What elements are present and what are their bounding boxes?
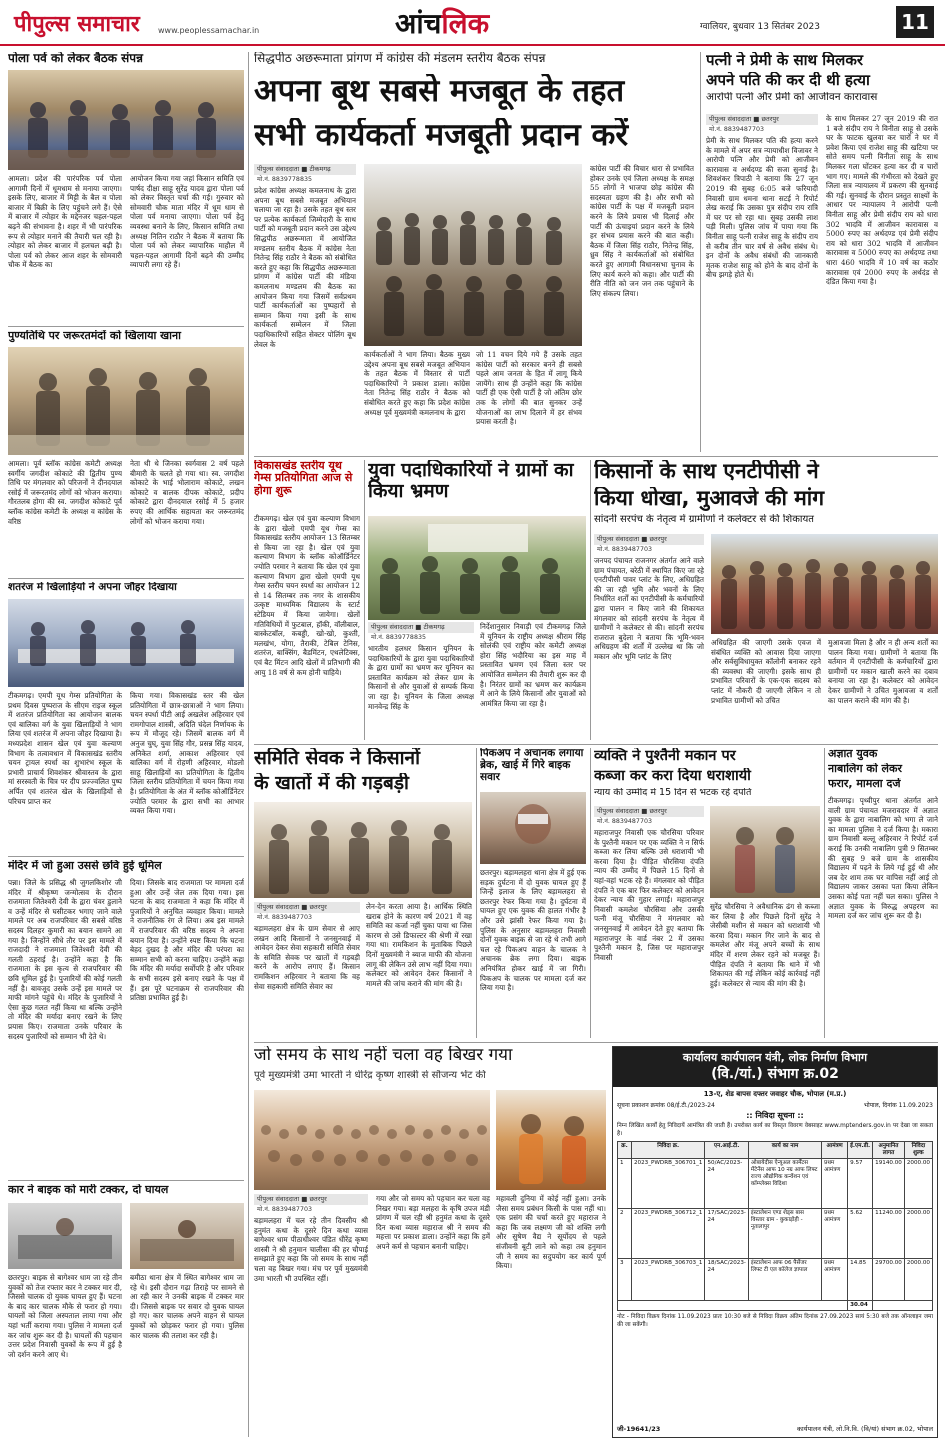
section-divider: [8, 856, 244, 857]
punyatithi-story: [8, 330, 244, 575]
pola-text-col-2: आयोजन किया गया जहां किसान समिति एवं पार्षद दीक्षा साहू सुरेंद्र यादव द्वारा पोला पर्व को लेकर विस्तृत चर्चा की गई। गुरुवार को सोमवारी चौक माता मंदिर में धूम धाम से पोला पर्व मनाया जाएगा। पोला पर्व हेतु व्यवस्था बनाने के लिए, किसान समिति तथा अध्यक्ष नितिन राठौर ने बैठक में बताया कि पोला पर्व को लेकर व्यापारिक माहौल में चहल-पहल आगामी दिनों बढ़ने की उम्मीद व्यापारी लगा रहे हैं।: [130, 174, 244, 270]
tender-cell: 2023_PWDRB_306703_1: [632, 1259, 705, 1301]
chess-photo-figures: [8, 599, 244, 687]
lead-kicker: सिद्धपीठ अछरूमाता प्रांगण में कांग्रेस की मंडलम स्तरीय बैठक संपन्न: [254, 52, 546, 65]
tender-cell: 2000.00: [904, 1209, 932, 1259]
punyatithi-photo-figures: [8, 347, 244, 455]
car-text-col-1: छतरपुर। बाइक से बागेश्वर धाम जा रहे तीन युवकों को तेज रफ्तार कार ने टक्कर मार दी, जिससे चालक दो युवक घायल हुए हैं। घटना के बाद कार चालक मौके से फरार हो गया। घायलों को जिला अस्पताल लाया गया और यहां भर्ती कराया गया। पुलिस ने मामला दर्ज कर जांच शुरू कर दी है। घायलों की पहचान उत्तर प्रदेश निवासी युवकों के रूप में हुई है जो दर्शन करने आए थे।: [8, 1273, 122, 1359]
pickup-text: छतरपुर। बड़ामलहरा थाना क्षेत्र में हुई एक सड़क दुर्घटना में दो युवक घायल हुए हैं जिन्हें इलाज के लिए बड़ामलहरा से छतरपुर रेफर किया गया है। दुर्घटना में घायल हुए एक युवक की हालत गंभीर है और उसे झांसी रेफर किया गया है। पुलिस के अनुसार बड़ामलहरा निवासी दोनों युवक बाइक से जा रहे थे तभी आगे चल रहे पिकअप वाहन के चालक ने अचानक ब्रेक लगा दिया। बाइक अनियंत्रित होकर खाई में जा गिरी। पिकअप के चालक पर मामला दर्ज कर लिया गया है।: [480, 868, 586, 993]
tender-title-line-1: कार्यालय कार्यपालन यंत्री, लोक निर्माण विभाग: [682, 1051, 868, 1064]
car-photo-2: [130, 1203, 244, 1269]
car-photo-2-figure: [130, 1203, 244, 1269]
house-story: [594, 748, 820, 1038]
time-text-col-1: बड़ामलहरा में चल रहे तीन दिवसीय श्री हनुमंत कथा के दूसरे दिन कथा व्यास बागेश्वर धाम पीठाधीश्वर पंडित धीरेंद्र कृष्ण शास्त्री ने श्री हनुमान चालीसा की हर चौपाई समझाते हुए कहा कि जो समय के साथ नहीं चला वह बिखर गया। मंच पर पूर्व मुख्यमंत्री उमा भारती भी उपस्थित रहीं।: [254, 1216, 368, 1283]
youth-tour-headline: युवा पदाधिकारियों ने ग्रामों का किया भ्रमण: [368, 460, 574, 503]
time-subheadline: पूर्व मुख्यमंत्री उमा भारती ने धीरेंद्र कृष्ण शास्त्री से सौजन्य भेंट की: [254, 1070, 486, 1081]
lead-photo-crowd: [364, 164, 582, 346]
lead-story: [254, 52, 694, 452]
ntpc-photo-crowd: [711, 534, 938, 634]
house-headline-line-1: व्यक्ति ने पुश्तैनी मकान पर: [594, 748, 736, 764]
tender-cell: प्रथम आमंत्रण: [822, 1209, 848, 1259]
car-photo-1-figure: [8, 1203, 122, 1269]
tender-cell: 14.85: [848, 1259, 873, 1301]
tender-cell: 3: [618, 1259, 632, 1301]
tender-col-header: ई.एम.डी.: [848, 1142, 873, 1159]
lead-byline-block: [254, 164, 356, 184]
tender-cell: इंस्टालेशन आफ 06 पैसेंजर लिफ्ट टी एल कॉलेज ज्ञापाल: [748, 1259, 821, 1301]
samiti-photo: [254, 802, 472, 898]
time-byline: पीपुल्स संवाददाता ■ छतरपुर: [254, 1194, 368, 1205]
tender-cell: 5.62: [848, 1209, 873, 1259]
section-title-suffix: लिक: [441, 7, 490, 40]
column-rule: [590, 748, 591, 1038]
house-headline-line-2: कब्जा कर करा दिया धराशायी: [594, 768, 751, 784]
tender-total-blank: [873, 1301, 933, 1311]
pola-text-col-1: आमला। प्रदेश की पारंपरिक पर्व पोला आगामी दिनों में धूमधाम से मनाया जाएगा। इसके लिए, बाजार में मिट्टी के बैल व पोला बाजार में बिक्री के लिए पहुंचने लगे हैं। ऐसे में बाजार में त्योहार के मद्देनजर चहल-पहल बढ़ने की संभावना है। शहर में भी पारंपरिक रूप से त्योहार मनाने की तैयारी चल रही है। त्योहार को लेकर बाजार में हलचल बढ़ी है। पोला पर्व को लेकर आज शहर के सोमवारी चौक में बैठक का: [8, 174, 122, 270]
ntpc-byline: पीपुल्स संवाददाता ■ छतरपुर: [594, 534, 704, 545]
time-photo-stage: [496, 1090, 606, 1190]
section-title: [395, 4, 489, 42]
lead-headline-line-2: सभी कार्यकर्ता मजबूती प्रदान करें: [254, 118, 629, 153]
youth-tour-byline: पीपुल्स संवाददाता ■ टीकमगढ़: [368, 622, 474, 633]
chess-text-col-1: टीकमगढ़। एमपी यूथ गेम्स प्रतियोगिता के प्रथम दिवस पुष्पराज के सीएम राइज स्कूल में शतरंज प्रतियोगिता का आयोजन बालक एवं बालिका वर्ग के युवा खिलाड़ियों ने भाग लिया एवं शतरंज में अपना जौहर दिखाया है। मध्यप्रदेश शासन खेल एवं युवा कल्याण विभाग के तत्वावधान में विकासखंड स्तरीय चयन ट्रायल स्पर्धा का शुभारंभ स्कूल के प्रभारी प्राचार्य शिवशंकर श्रीवास्तव के द्वारा मां सरस्वती के चित्र पर दीप प्रज्ज्वलित पुष्प अर्पित एवं शतरंज खेल के खिलाड़ियों से परिचय प्राप्त कर: [8, 691, 122, 806]
wife-text-col-1: प्रेमी के साथ मिलकर पति की हत्या करने के मामले में अपर सत्र न्यायाधीश विजावर ने आरोपी पत्नि और प्रेमी को आजीवन कारावास व अर्थदण्ड की सजा सुनाई है। शिवशंकर त्रिपाठी ने बताया कि 27 जून 2019 की सुबह 6:05 बजे फरियादी निवासी ग्राम धमना थाना सटई ने रिपोर्ट लेख कराई कि उसका पुत्र संदीप राय रात्रि में घर पर सो रहा था। सुबह उसकी लाश पड़ी मिली। पुलिस जांच में पाया गया कि विनीता साहू पत्नी राजेश साहू के संदीप राय से करीब तीन चार वर्ष से अवैध संबंध थे। इन दोनों के अवैध संबंधों की जानकारी मृतक राजेश साहू को होने के बाद दोनों के बीच झगड़े होते थे।: [706, 136, 818, 280]
punyatithi-photo: [8, 347, 244, 455]
tender-cell: 29700.00: [873, 1259, 905, 1301]
youth-games-text: टीकमगढ़। खेल एवं युवा कल्याण विभाग के द्वारा खेलो एमपी यूथ गेम्स का विकासखंड स्तरीय आयोजन 13 सितम्बर से किया जा रहा है। खेल एवं युवा कल्याण विभाग के ब्लॉक कोऑर्डिनेटर ज्योति परमार ने बताया कि खेल एवं युवा कल्याण विभाग द्वारा खेलो एमपी यूथ गेम्स स्तरीय चयन स्पर्धा का आयोजन 12 से 14 सितम्बर तक नगर के शासकीय उत्कृष्ट माध्यमिक विद्यालय के स्टार्ट स्टेडियम में किया जायेगा। खेलों गतिविधियों में फुटबाल, हॉकी, वॉलीबाल, बास्केटबॉल, कबड्डी, खो-खो, कुश्ती, मलखंभ, योगा, तैराकी, टेबिल टेनिस, शतरंज, बाक्सिंग, बैडमिंटन, एथलेटिक्स, एवं बैट मिंटन आदि खेलों में प्रतिभागी की आयु 18 वर्ष से कम होनी चाहिये।: [254, 514, 360, 677]
youth-games-headline: विकासखंड स्तरीय यूथ गेम्स प्रतियोगिता आज से होगा शुरू: [254, 460, 353, 497]
time-text-col-3: महावली दुनिया में कोई नहीं हुआ। उनके जैसा समय प्रबंधन किसी के पास नहीं था। एक प्रसंग की चर्चा करते हुए महाराज ने कहा कि जब लक्ष्मण जी को शक्ति लगी और सुषेण वैद्य ने सूर्योदय से पहले संजीवनी बूटी लाने को कहा तब हनुमान जी ने समय का सदुपयोग कर कार्य पूर्ण किया।: [496, 1194, 606, 1271]
youth-tour-text-col-1: भारतीय हलधर किसान यूनियन के पदाधिकारियों के द्वारा युवा पदाधिकारियों के द्वारा ग्रामों का भ्रमण कर यूनियन का प्रस्तावित कार्यक्रम को लेकर ग्राम के किसानों से और युवाओं से सम्पर्क किया जा रहा है। यूनियन के जिला अध्यक्ष मानवेन्द्र सिंह के: [368, 644, 474, 711]
samiti-mobile: मो.नं. 8839487703: [257, 914, 312, 921]
time-text-col-2: गया और जो समय को पहचान कर चला वह निखर गया। बड़ा मलहरा के कृषि उपज मंडी प्रांगण में चल रही श्री हनुमंत कथा के दूसरे दिन कथा व्यास महाराज श्री ने समय की महत्ता पर प्रकाश डाला। उन्होंने कहा कि हमें अपने कर्म से पहचान बनानी चाहिए।: [376, 1194, 490, 1251]
car-headline: कार ने बाइक को मारी टक्कर, दो घायल: [8, 1184, 169, 1196]
ntpc-headline-line-2: किया धोखा, मुआवजे की मांग: [594, 487, 825, 510]
tender-date: भोपाल, दिनांक 11.09.2023: [863, 1102, 933, 1109]
ntpc-text-col-3: मुआवजा मिला है और न ही अन्य शर्तों का पालन किया गया। ग्रामीणों ने बताया कि वर्तमान में एनटीपीसी के कर्मचारियों द्वारा ग्रामीणों पर मकान खाली करने का दबाव बनाया जा रहा है। कलेक्टर को आवेदन देकर ग्रामीणों ने उचित मुआवजा व शर्तों का पालन कराने की मांग की है।: [828, 638, 938, 705]
column-rule: [476, 748, 477, 1038]
tender-col-header: क्र.: [618, 1142, 632, 1159]
chess-story: [8, 582, 244, 852]
pola-photo: [8, 70, 244, 170]
youth-tour-photo-figures: [368, 516, 586, 620]
tender-table-header-row: [618, 1142, 933, 1159]
youth-tour-mobile: मो.नं. 8839778835: [371, 634, 426, 641]
tender-title-block: [613, 1047, 937, 1087]
pickup-story: [480, 748, 586, 1038]
section-divider: [254, 744, 938, 745]
lead-mobile: मो.नं. 8839778835: [257, 176, 312, 183]
house-photo-figures: [710, 806, 820, 898]
temple-text-col-1: पन्ना। जिले के प्रसिद्ध श्री जुगलकिशोर जी मंदिर में श्रीकृष्ण जन्मोत्सव के दौरान राजमाता जितेश्वरी देवी के द्वारा चंवर डुलाने व उन्हें मंदिर से घसीटकर भगाए जाने वाले मामले पर अब राजपरिवार की सबसे वरिष्ठ सदस्य दिलहर कुमारी का बयान सामने आ गया है। जिन्होंने सीधे तौर पर इस मामले में राजदादी ने राजमाता जितेश्वरी देवी की गलती ठहराई है। उन्होंने कहा है कि राजमाता के इस कृत्य से राजपरिवार की छवि धूमिल हुई है। पुजारियों की कोई गलती नहीं है। बावजूद उसके उन्हें इस मामले पर माफी मांगने पहुंचे थे। मंदिर के पुजारियों ने ऐसा कुछ गलत नहीं किया था बल्कि उन्होंने तो मंदिर की मर्यादा बनाए रखने के लिए प्रयास किए। राजमाता उनके परिवार के सदस्य पुजारियों को सम्मान भी देते थे।: [8, 878, 122, 1041]
ntpc-headline-line-1: किसानों के साथ एनटीपीसी ने: [594, 460, 819, 483]
page-number: 11: [896, 6, 934, 38]
column-rule: [248, 52, 249, 1437]
tender-col-header: आमंत्रण: [822, 1142, 848, 1159]
brand-logo: पीपुल्स समाचार: [14, 12, 140, 37]
wife-byline-block: [706, 114, 818, 134]
tender-notice: [612, 1046, 938, 1438]
ntpc-mobile: मो.नं. 8839487703: [597, 546, 652, 553]
tender-cell: 11240.00: [873, 1209, 905, 1259]
youth-tour-story: [368, 460, 586, 740]
tender-cell: प्रथम आमंत्रण: [822, 1159, 848, 1209]
tender-cell: 2023_PWDRB_306701_1: [632, 1159, 705, 1209]
pickup-headline: पिकअप ने अचानक लगाया ब्रेक, खाई में गिरे बाइक सवार: [480, 748, 584, 783]
time-photo-stage-figures: [496, 1090, 606, 1190]
pola-headline: पोला पर्व को लेकर बैठक संपन्न: [8, 52, 143, 65]
section-divider: [8, 326, 244, 327]
samiti-headline-line-1: समिति सेवक ने किसानों: [254, 748, 421, 769]
time-photo-crowd: [254, 1090, 490, 1190]
pola-photo-figures: [8, 70, 244, 170]
samiti-byline: पीपुल्स संवाददाता ■ छतरपुर: [254, 902, 360, 913]
section-divider: [254, 456, 938, 457]
ntpc-photo: [711, 534, 938, 634]
house-byline-block: [594, 806, 704, 826]
table-row: [618, 1259, 933, 1301]
lead-photo: [364, 164, 582, 346]
chess-headline: शतरंज में खिलाड़ियों ने अपना जौहर दिखाया: [8, 582, 177, 593]
samiti-text-col-2: लेन-देन करता आया है। आर्थिक स्थिति खराब होने के कारण वर्ष 2021 में वह समिति का कर्जा नहीं चुका पाया था जिस कारण से उसे डिफाल्टर की श्रेणी में रखा गया था। रामकिशन के मुताबिक पिछले दिनों मुख्यमंत्री ने ब्याज माफी की योजना लागू की लेकिन उसे लाभ नहीं दिया गया। कलेक्टर को आवेदन देकर किसानों ने मामले की जांच कराने की मांग की है।: [366, 902, 472, 988]
tender-note: नोट - निविदा विक्रय दिनांक 11.09.2023 प्रातः 10:30 बजे से निविदा विक्रय अंतिम दिनांक 27.09.2023 सायं 5:30 बजे तक ऑनलाइन जमा की जा सकेंगी।: [617, 1314, 933, 1328]
time-headline: जो समय के साथ नहीं चला वह बिखर गया: [254, 1046, 513, 1065]
youth-tour-photo: [368, 516, 586, 620]
tender-title-line-2: (वि./यां.) संभाग क्र.02: [711, 1066, 839, 1082]
table-row: [618, 1209, 933, 1259]
house-text-col-1: महाराजपुर निवासी एक चौरसिया परिवार के पुश्तैनी मकान पर एक व्यक्ति ने न सिर्फ कब्जा कर लिया बल्कि उसे धराशायी भी करवा दिया है। पीड़ित चौरसिया दंपति न्याय की उम्मीद में पिछले 15 दिनों से यहां-वहां भटक रहे हैं। मंगलवार को पीड़ित दंपति ने एक बार फिर कलेक्टर को आवेदन देकर न्याय की गुहार लगाई। महाराजपुर निवासी कमलेश चौरसिया और उसकी पत्नी मंजू चौरसिया ने मंगलवार को जनसुनवाई में आवेदन देते हुए बताया कि महाराजपुर के वार्ड नंबर 2 में उसका पुश्तैनी मकान है, जिस पर महाराजपुर निवासी: [594, 828, 704, 962]
tender-cell: 2: [618, 1209, 632, 1259]
youth-tour-byline-block: [368, 622, 474, 642]
time-mobile: मो.नं. 8839487703: [257, 1206, 312, 1213]
tender-col-header: एन.आई.टी.: [705, 1142, 748, 1159]
pickup-photo-figure: [480, 792, 586, 864]
minor-headline-line-2: नाबालिग को लेकर: [828, 763, 902, 775]
chess-text-col-2: किया गया। विकासखंड स्तर की खेल प्रतियोगिता में छात्र-छात्राओं ने भाग लिया। चयन स्पर्धा पीटी आई अखलेश अहिरवार एवं रामगोपाल शास्त्री, अदिति चंदेल निर्णायक के रूप में मौजूद रहे। जिसमें बालक वर्ग में अनुज चुघ्, युवा सिंह गौर, प्रसन्न सिंह यादव, अनिकेत शर्मा, आकाश अहिरवार एवं बालिका वर्ग में रोहणी अहिरवार, मोडलो साहू खिलाड़ियों का प्रतियोगिता के द्वितीय जिला स्तरीय प्रतियोगिता में चयन किया गया है। प्रतियोगिता के अंत में ब्लॉक कोऑर्डिनेटर ज्योति परमार के द्वारा सभी का आभार व्यक्त किया गया।: [130, 691, 244, 816]
tender-cell: इंस्टालेशन एण्ड शेड्स बास विस्तार ग्राम - कुकाड़ोही - नूतालापुर: [748, 1209, 821, 1259]
pola-story: [8, 52, 244, 322]
column-rule: [700, 52, 701, 452]
tender-footer-code: जी-19641/23: [617, 1425, 661, 1433]
section-divider: [8, 1180, 244, 1181]
tender-total: 30.04: [848, 1301, 873, 1311]
wife-headline-line-2: अपने पति की कर दी थी हत्या: [706, 72, 870, 89]
tender-ref: सूचना प्रकाशन क्रमांक 08/ई.टी./2023-24: [617, 1102, 715, 1109]
tender-cell: ओबायेदीस ऐन्यूअल कार्मेंटस मेंटेनेंस आफ 10 नग्र आफ लिफ्ट राज्य औद्योगिक कन्वेंशन एवं कॉम्प्लेक्स विदिशा: [748, 1159, 821, 1209]
section-divider: [254, 1042, 938, 1043]
column-rule: [590, 460, 591, 740]
section-divider: [8, 578, 244, 579]
tender-cell: 2000.00: [904, 1259, 932, 1301]
minor-headline-line-3: फरार, मामला दर्ज: [828, 778, 901, 790]
samiti-text-col-1: बड़ामलहरा क्षेत्र के ग्राम सेवार से आए लखन आदि किसानों ने जनसुनवाई में आवेदन देकर सेवा सहकारी समिति सेवार के समिति सेवक पर खातों में गड़बड़ी करने के आरोप लगाए हैं। किसान रामकिशन अहिरवार ने बताया कि वह सेवा सहकारी समिति सेवार का: [254, 924, 360, 991]
car-photo-1: [8, 1203, 122, 1269]
tender-col-header: निविदा क्र.: [632, 1142, 705, 1159]
lead-photo-caption-text: कार्यकर्ताओं ने भाग लिया। बैठक मुख्य उद्देश्य अपना बूथ सबसे मजबूत अभियान के तहत बैठक में विस्तार से पार्टी पदाधिकारियों ने प्रकाश डाला। कांग्रेस नेता नितेन्द्र सिंह राठौर ने बैठक को संबोधित करते हुए कहा कि प्रदेश कांग्रेस अध्यक्ष पूर्व मुख्यमंत्री कमलनाथ के द्वारा: [364, 350, 470, 417]
minor-text: टीकमगढ़। पृथ्वीपुर थाना अंतर्गत आने वाली ग्राम पंचायत मजरावदार में अज्ञात युवक के द्वारा नाबालिग को भगा ले जाने का मामला पुलिस ने दर्ज किया है। मकारा ग्राम निवासी बल्लू अहिरवार ने रिपोर्ट दर्ज कराई कि उनकी नाबालिग पुत्री 9 सितम्बर की सुबह 9 बजे ग्राम के शासकीय विद्यालय में पढ़ने के लिये गई हुई थी और जब देर शाम तक घर वापिस नहीं आई तो विद्यालय जाकर उसका पता किया लेकिन उसका कोई पता नहीं चल सका। पुलिस ने अज्ञात युवक के विरुद्ध अपहरण का मामला दर्ज कर जांच शुरू कर दी है।: [828, 796, 938, 921]
tender-cell: प्रथम आमंत्रण: [822, 1259, 848, 1301]
tender-cell: 2000.00: [904, 1159, 932, 1209]
house-subheadline: न्याय की उम्मीद में 15 दिन से भटक रहे दंपति: [594, 788, 752, 798]
wife-headline-line-1: पत्नी ने प्रेमी के साथ मिलकर: [706, 52, 863, 69]
column-rule: [824, 748, 825, 1038]
punyatithi-text-col-1: आमला। पूर्व ब्लॉक कांग्रेस कमेटी अध्यक्ष स्वर्गीय जगदीश कोकाटे की द्वितीय पुण्य तिथि पर मंगलवार को परिजनों ने दीनदयाल रसोई में जरूरतमंद लोगों को भोजन कराया। गौरतलब होगा की स्व. जगदीश कोकाटे पूर्व ब्लॉक कांग्रेस कमेटी के अध्यक्ष व कांग्रेस के वरिष्ठ: [8, 459, 122, 526]
tender-col-header: कार्य का नाम: [748, 1142, 821, 1159]
minor-story: [828, 748, 938, 1038]
punyatithi-text-col-2: नेता थी थे जिनका स्वर्गवास 2 वर्ष पहले बीमारी के चलते हो गया था। स्व. जगदीश कोकाटे के भाई भोलाराम कोकाटे, लखन कोकाटे व बालक दीपक कोकाटे, प्रदीप कोकाटे द्वारा दीनदयाल रसोई में 5 हजार रुपए की आर्थिक सहायता कर जरूरतमंद लोगों को भोजन कराया गया।: [130, 459, 244, 526]
tender-table: [617, 1141, 933, 1311]
wife-mobile: मो.नं. 8839487703: [709, 126, 764, 133]
site-url: www.peoplessamachar.in: [158, 26, 260, 35]
tender-col-header: अनुमानित लागत: [873, 1142, 905, 1159]
ntpc-byline-block: [594, 534, 704, 554]
wife-subheadline: आरोपी पत्नी और प्रेमी को आजीवन कारावास: [706, 92, 878, 103]
tender-cell: 17/SAC/2023-24: [705, 1209, 748, 1259]
tender-cell: 18/SAC/2023-24: [705, 1259, 748, 1301]
chess-photo: [8, 599, 244, 687]
ntpc-subheadline: सांदनी सरपंच के नेतृत्व में ग्रामीणों ने कलेक्टर से की शिकायत: [594, 514, 814, 525]
wife-murder-story: [706, 52, 938, 452]
lead-headline-line-1: अपना बूथ सबसे मजबूत के तहत: [254, 74, 625, 109]
pickup-photo: [480, 792, 586, 864]
tender-notice-title: :: निविदा सूचना ::: [746, 1111, 804, 1120]
temple-headline: मंदिर में जो हुआ उससे छवि हुई धूमिल: [8, 860, 162, 872]
wife-byline: पीपुल्स संवाददाता ■ छतरपुर: [706, 114, 818, 125]
tender-total-spacer: [618, 1301, 848, 1311]
ntpc-text-col-2: अधिग्रहित की जाएगी उसके एवज में संबंधित व्यक्ति को आवास दिया जाएगा और सर्वसुविधायुक्त कॉलोनी बनाकर रहने की व्यवस्था की जाएगी। इसके साथ ही प्रभावित परिवारों के एक-एक सदस्य को प्लांट में नौकरी दी जाएगी लेकिन न तो प्रभावित ग्रामीणों को उचित: [711, 638, 821, 705]
samiti-headline-line-2: के खातों में की गड़बड़ी: [254, 773, 409, 794]
table-row: [618, 1159, 933, 1209]
tender-cell: 1: [618, 1159, 632, 1209]
tender-signatory: कार्यपालन यंत्री, लो.नि.वि. (वि/यां) संभाग क्र.02, भोपाल: [797, 1425, 933, 1433]
tender-ref-row: [613, 1100, 937, 1110]
tender-cell: 2023_PWDRB_306712_1: [632, 1209, 705, 1259]
section-title-prefix: आंच: [395, 7, 442, 40]
samiti-story: [254, 748, 472, 1038]
house-text-col-2: सुरेंद्र चौरसिया ने अवैधानिक ढंग से कब्जा कर लिया है और पिछले दिनों सुरेंद्र ने जेसीबी मशीन से मकान को धराशायी भी करवा दिया। मकान गिर जाने के बाद से कमलेश और मंजू अपने बच्चों के साथ मंदिर में शरण लेकर रहने को मजबूर हैं। पीड़ित दंपति ने बताया कि थाने में भी शिकायत की गई लेकिन कोई कार्रवाई नहीं हुई। कलेक्टर से न्याय की मांग की है।: [710, 902, 820, 988]
tender-address: 13-ए, शेड बापस दफ्तर जवाहर चौक, भोपाल (म.प्र.): [703, 1090, 847, 1098]
time-photo-crowd-figures: [254, 1090, 490, 1190]
samiti-byline-block: [254, 902, 360, 922]
tender-table-wrap: [613, 1141, 937, 1311]
car-text-col-2: बमीठा थाना क्षेत्र में स्थित बागेश्वर धाम जा रहे थे। इसी दौरान गढ़ा तिराहे पर सामने से आ रही कार ने उनकी बाइक में टक्कर मार दी। जिससे बाइक पर सवार दो युवक घायल हो गए। कार चालक अपने वाहन से घायल युवकों को छोड़कर फरार हो गया। पुलिस कार चालक की तलाश कर रही है।: [130, 1273, 244, 1340]
dateline: ग्वालियर, बुधवार 13 सितंबर 2023: [700, 22, 820, 32]
ntpc-text-col-1: जनपद पंचायत राजनगर अंतर्गत आने वाले ग्राम पंचायत, बरेठी में स्थापित किए जा रहे एनटीपीसी पावर प्लांट के लिए, अधिग्रहित की जा रही भूमि और भवनों के लिए निर्धारित शर्तों का एनटीपीसी के कर्मचारियों द्वारा पालन न किए जाने की शिकायत मंगलवार को सांदनी सरपंच के नेतृत्व में ग्रामीणों ने कलेक्टर से की। सांदनी सरपंच राजराज बुदेला ने बताया कि भूमि-भवन अधिग्रहण की शर्तों में उल्लेख था कि जो मकान और भूमि प्लांट के लिए: [594, 556, 704, 661]
tender-col-header: निविदा शुल्क: [904, 1142, 932, 1159]
lead-text-col-3: कांग्रेस पार्टी की विचार धारा से प्रभावित होकर उनके एवं जिला अध्यक्ष के समक्ष 55 लोगों ने भाजपा छोड़ कांग्रेस की सदस्यता ग्रहण की है। और सभी को कांग्रेस पार्टी के पक्ष में मजबूती प्रदान करने के लिये प्रयास भी दिलाई और पार्टी की ऊंचाइयां प्रदान करने के लिये हर संभव प्रयास करने की बात कही। बैठक में जिला सिंह राठौर, नितेन्द्र सिंह, ध्रुव सिंह ने कार्यकर्ताओं को संबोधित करते हुए आगामी विधानसभा चुनाव के लिए कार्य करने को कहा। और पार्टी की रीति नीति को जन जन तक पहुंचाने के लिए संकल्प लिया।: [590, 164, 694, 298]
ntpc-story: [594, 460, 938, 740]
tender-cell: 19140.00: [873, 1159, 905, 1209]
tender-total-row: [618, 1301, 933, 1311]
temple-story: [8, 860, 244, 1176]
time-story: [254, 1046, 606, 1438]
tender-footer: [613, 1422, 937, 1435]
tender-intro: निम्न लिखित कार्यों हेतु निविदायें आमंत्रित की जाती हैं। उपरोक्त कार्य का विस्तृत विवरण वेबसाइट www.mptenders.gov.in पर देखा जा सकता है।: [617, 1123, 933, 1137]
temple-text-col-2: दिया। जिसके बाद राजमाता पर मामला दर्ज हुआ और उन्हें जेल तक दिया गया। इस घटना के बाद राजमाता ने कहा कि मंदिर में पुजारियों ने अनुचित व्यवहार किया। मामले ने राजनीतिक रंग ले लिया। अब इस मामले में राजपरिवार की वरिष्ठ सदस्य ने अपना बयान दिया है। उन्होंने स्पष्ट किया कि घटना बेहद दुखद है और मंदिर की परंपरा का सम्मान सभी को करना चाहिए। उन्होंने कहा कि मंदिर की मर्यादा सर्वोपरि है और परिवार के सभी सदस्य इसे बनाए रखने के पक्ष में हैं। इस पूरे घटनाक्रम से राजपरिवार की प्रतिष्ठा प्रभावित हुई है।: [130, 878, 244, 1003]
samiti-photo-figures: [254, 802, 472, 898]
wife-text-col-2: के साथ मिलकर 27 जून 2019 की रात 1 बजे संदीप राय ने विनीता साहू से उसके घर के फाटक खुलवा कर चारों ने घर में प्रवेश किया एवं राजेश साहू की खटिया पर सोते समय पत्नी विनीता साहू के साथ मिलकर गला घोंटकर हत्या कर दी व चारों भाग गए। मामले की गंभीरता को देखते हुए जिला सत्र न्यायालय में प्रकरण की सुनवाई की गई। सुनवाई के दौरान प्रस्तुत साक्ष्यों के आधार पर न्यायालय ने आरोपी पत्नी विनीता साहू और प्रेमी संदीप राय को धारा 302 भादवि में आजीवन कारावास व 5000 रुपए का अर्थदण्ड एवं प्रेमी संदीप राय को धारा 302 भादवि में आजीवन कारावास व 5000 रुपए का अर्थदण्ड तथा धारा 460 भादवि में 10 वर्ष का कठोर कारावास एवं 2000 रुपए के अर्थदंड से दंडित किया गया है।: [826, 114, 938, 287]
tender-cell: 50/AC/2023-24: [705, 1159, 748, 1209]
minor-headline-line-1: अज्ञात युवक: [828, 748, 878, 760]
lead-byline: पीपुल्स संवाददाता ■ टीकमगढ़: [254, 164, 356, 175]
lead-text-col-2: जो 11 वचन दिये गये हैं उसके तहत कांग्रेस पार्टी को सरकार बनने ही सबसे पहले आम जनता के हित में लागू किये जायेंगे। साथ ही उन्होंने कहा कि कांग्रेस पार्टी ही एक ऐसी पार्टी है जो अंतिम छोर तक के लोगों की बात सुनकर उन्हें योजनाओं का लाभ दिलाने में हर संभव प्रयास करती है।: [476, 350, 582, 427]
column-rule: [364, 460, 365, 740]
punyatithi-headline: पुण्यतिथि पर जरूरतमंदों को खिलाया खाना: [8, 330, 181, 342]
car-story: [8, 1184, 244, 1438]
house-byline: पीपुल्स संवाददाता ■ छतरपुर: [594, 806, 704, 817]
youth-games-story: [254, 460, 360, 740]
youth-tour-text-col-2: निर्देशानुसार निवाड़ी एवं टीकमगढ़ जिले में यूनियन के राष्ट्रीय अध्यक्ष श्रीराम सिंह सोलंकी एवं राष्ट्रीय कोर कमेटी अध्यक्ष होरा सिंह भदौरिया का इस माह में प्रस्तावित भ्रमण एवं जिला स्तर पर आयोजित सम्मेलन की तैयारी शुरू कर दी है। निरंतर ग्रामों का भ्रमण कर कार्यक्रम में आने के लिये किसानों और युवाओं को आमंत्रित किया जा रहा है।: [480, 622, 586, 708]
house-photo: [710, 806, 820, 898]
masthead: [0, 0, 945, 46]
house-mobile: मो.नं. 8839487703: [597, 818, 652, 825]
tender-cell: 9.57: [848, 1159, 873, 1209]
time-byline-block: [254, 1194, 368, 1214]
lead-text-col-1: प्रदेश कांग्रेस अध्यक्ष कमलनाथ के द्वारा अपना बूथ सबसे मजबूत अभियान चलाया जा रहा है। उसके तहत बूथ स्तर पर प्रत्येक कार्यकर्ता जिम्मेदारी के साथ पार्टी को मजबूती प्रदान करने उस उद्देश्य सिद्धपीठ अछरूमाता में आयोजित मण्डलम स्तरीय बैठक में कांग्रेस नेता नितेन्द्र सिंह राठौर ने बैठक को संबोधित करते हुए कहा कि सिद्धपीठ अछरूमाता प्रांगण में कांग्रेस पार्टी की मंडिया कमलनाथ मण्डलम की बैठक का आयोजन किया गया जिसमें सर्वप्रथम पार्टी कार्यकर्ताओं का पुष्पहारों से सम्मान किया गया इसी के साथ कार्यकर्ता सम्मेलन में जिला पदाधिकारियों सहित सेक्टर पोलिंग बूथ लेवल के: [254, 186, 356, 349]
